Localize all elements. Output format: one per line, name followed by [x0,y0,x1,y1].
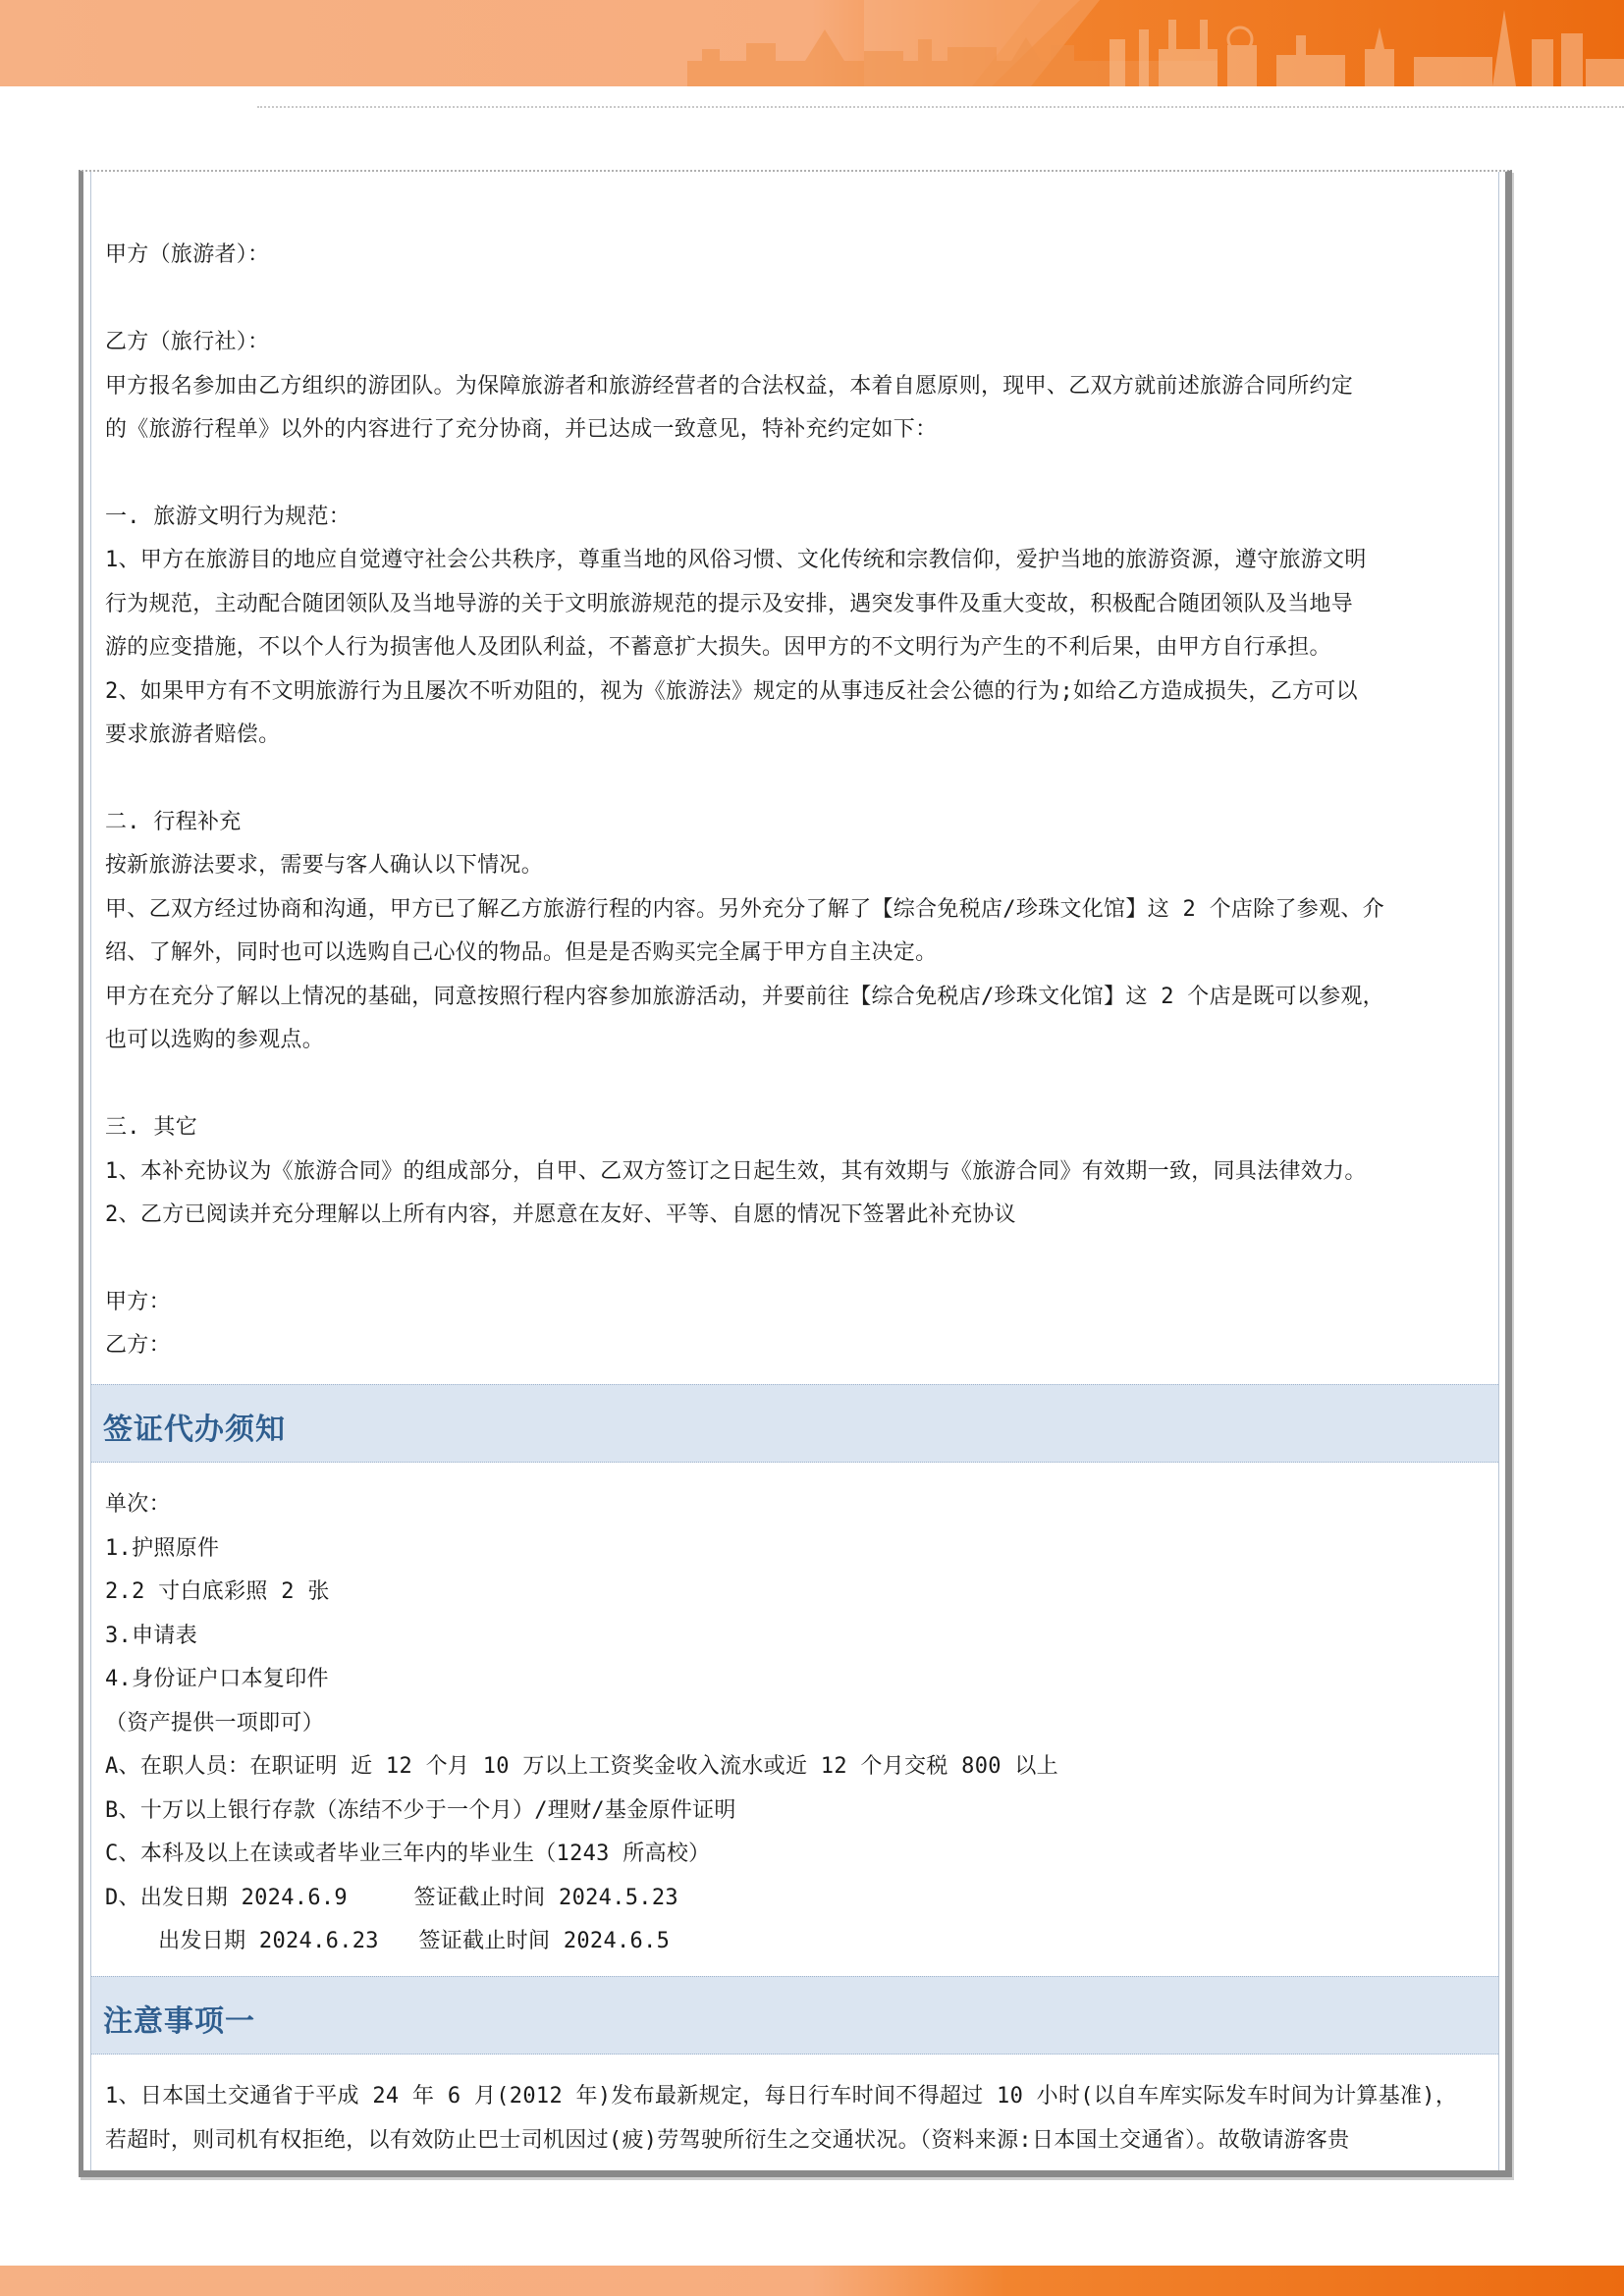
intro-line: 的《旅游行程单》以外的内容进行了充分协商，并已达成一致意见，特补充约定如下： [105,417,938,442]
visa-line: 3.申请表 [105,1624,197,1648]
section-2-line: 甲方在充分了解以上情况的基础，同意按照行程内容参加旅游活动，并要前往【综合免税店/珍珠文化馆】这 2 个店是既可以参观， [105,985,1384,1009]
footer-banner [0,2266,1624,2296]
visa-line: B、十万以上银行存款（冻结不少于一个月）/理财/基金原件证明 [105,1798,736,1823]
section-1-line: 要求旅游者赔偿。 [105,722,281,747]
visa-line: 单次： [105,1492,171,1517]
section-2-line: 也可以选购的参观点。 [105,1028,325,1052]
section-3-title: 三. 其它 [105,1115,197,1140]
visa-section-header [91,1384,1498,1463]
visa-line: A、在职人员：在职证明 近 12 个月 10 万以上工资奖金收入流水或近 12 个月交税 800 以上 [105,1754,1058,1779]
header-banner [0,0,1624,86]
notice-section-title: 注意事项一 [103,2004,255,2039]
visa-line: C、本科及以上在读或者毕业三年内的毕业生（1243 所高校） [105,1842,711,1866]
signature-party-b: 乙方： [105,1333,171,1358]
visa-line: （资产提供一项即可） [105,1711,325,1735]
visa-section-title: 签证代办须知 [103,1413,286,1447]
visa-line: 4.身份证户口本复印件 [105,1667,329,1691]
notice-line: 1、日本国土交通省于平成 24 年 6 月(2012 年)发布最新规定，每日行车时间不得超过 10 小时(以自车库实际发车时间为计算基准)， [105,2084,1458,2109]
section-2-line: 绍、了解外，同时也可以选购自己心仪的物品。但是是否购买完全属于甲方自主决定。 [105,940,938,965]
party-a-label: 甲方（旅游者）： [105,242,270,267]
section-1-line: 1、甲方在旅游目的地应自觉遵守社会公共秩序，尊重当地的风俗习惯、文化传统和宗教信仰，爱护当地的旅游资源，遵守旅游文明 [105,548,1367,572]
document-content [90,172,1499,2170]
header-divider [257,106,1624,108]
section-2-line: 甲、乙双方经过协商和沟通，甲方已了解乙方旅游行程的内容。另外充分了解了【综合免税店/珍珠文化馆】这 2 个店除了参观、介 [105,897,1384,922]
document-frame [79,170,1512,2177]
section-2-line: 按新旅游法要求，需要与客人确认以下情况。 [105,853,544,878]
section-1-title: 一. 旅游文明行为规范： [105,505,352,529]
visa-line: 出发日期 2024.6.23 签证截止时间 2024.6.5 [105,1929,671,1953]
section-1-line: 2、如果甲方有不文明旅游行为且屡次不听劝阻的，视为《旅游法》规定的从事违反社会公德的行为;如给乙方造成损失，乙方可以 [105,679,1358,704]
visa-line: 1.护照原件 [105,1536,220,1561]
section-3-line: 2、乙方已阅读并充分理解以上所有内容，并愿意在友好、平等、自愿的情况下签署此补充协议 [105,1202,1016,1227]
section-3-line: 1、本补充协议为《旅游合同》的组成部分，自甲、乙双方签订之日起生效，其有效期与《旅游合同》有效期一致，同具法律效力。 [105,1159,1367,1184]
party-b-label: 乙方（旅行社）： [105,330,270,354]
visa-line: D、出发日期 2024.6.9 签证截止时间 2024.5.23 [105,1886,678,1910]
city-skyline-decoration [0,0,1624,86]
intro-line: 甲方报名参加由乙方组织的游团队。为保障旅游者和旅游经营者的合法权益，本着自愿原则，现甲、乙双方就前述旅游合同所约定 [105,374,1354,399]
signature-party-a: 甲方： [105,1290,171,1314]
notice-line: 若超时，则司机有权拒绝，以有效防止巴士司机因过(疲)劳驾驶所衍生之交通状况。（资料来源:日本国土交通省）。故敬请游客贵 [105,2128,1350,2153]
section-2-title: 二. 行程补充 [105,810,242,834]
visa-line: 2.2 寸白底彩照 2 张 [105,1579,330,1604]
notice-section-header [91,1976,1498,2055]
section-1-line: 行为规范，主动配合随团领队及当地导游的关于文明旅游规范的提示及安排，遇突发事件及重大变故，积极配合随团领队及当地导 [105,592,1354,616]
section-1-line: 游的应变措施，不以个人行为损害他人及团队利益，不蓄意扩大损失。因甲方的不文明行为产生的不利后果，由甲方自行承担。 [105,635,1331,660]
